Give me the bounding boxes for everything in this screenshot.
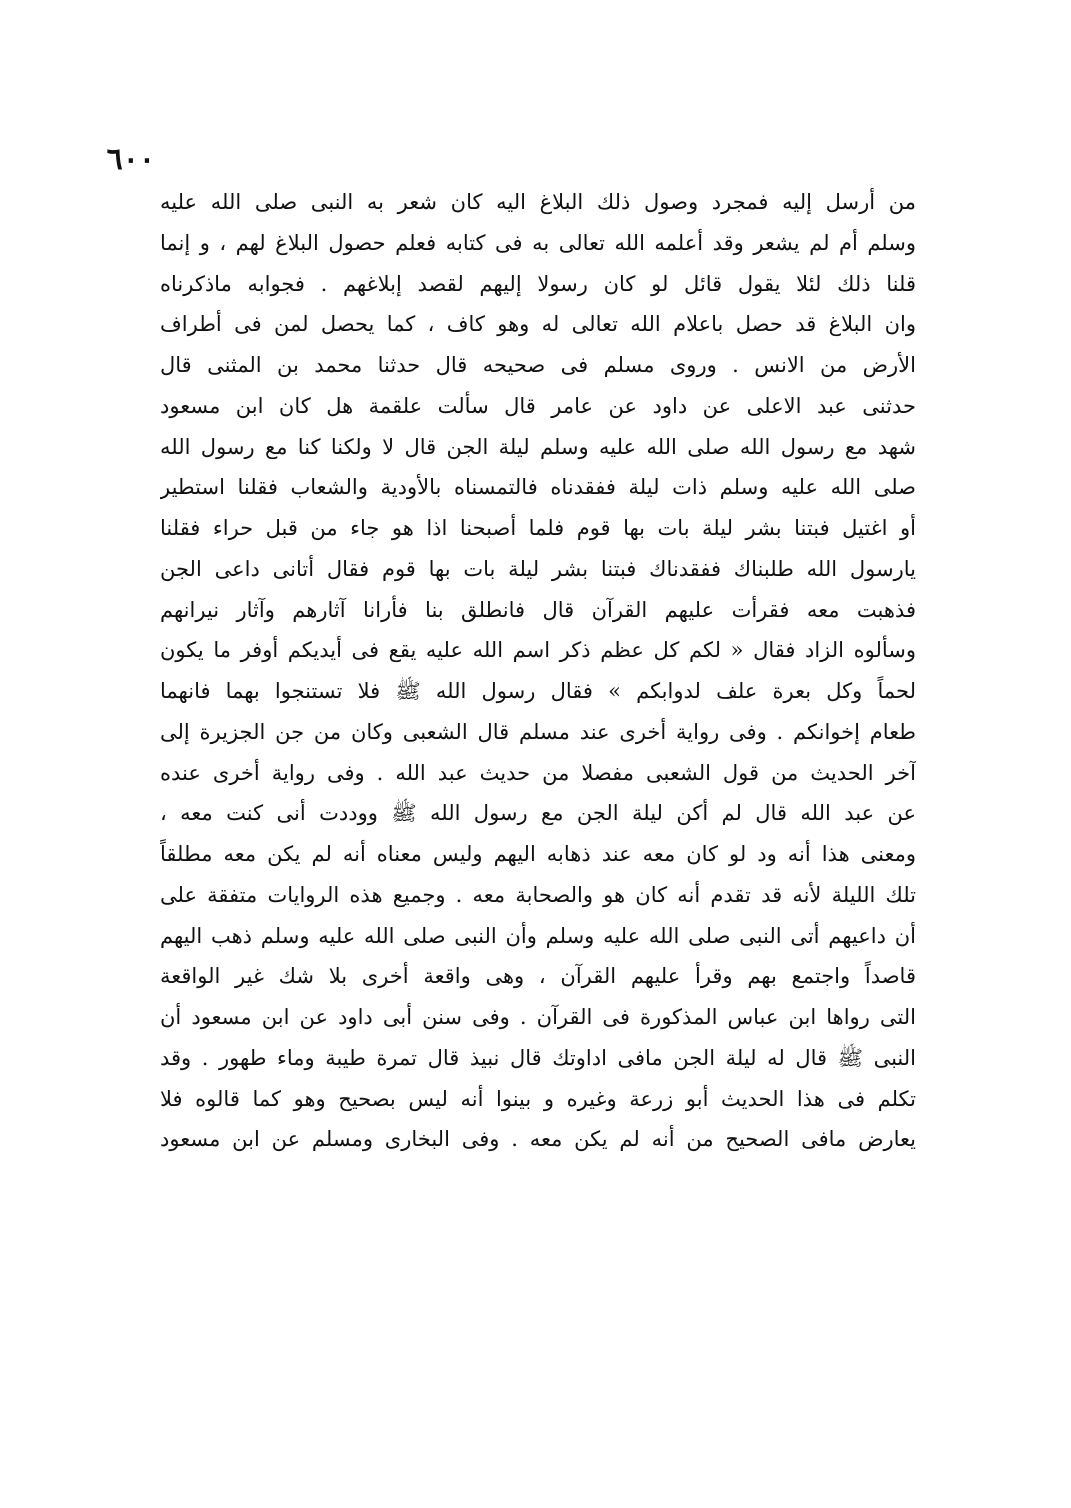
text-body — [160, 182, 916, 1160]
text-line: قاصداً واجتمع بهم وقرأ عليهم القرآن ، وهى واقعة أخرى بلا شك غير الواقعة — [160, 964, 916, 989]
text-line: وسألوه الزاد فقال « لكم كل عظم ذكر اسم الله عليه يقع فى أيديكم أوفر ما يكون — [160, 638, 916, 663]
text-line: شهد مع رسول الله صلى الله عليه وسلم ليلة الجن قال لا ولكنا كنا مع رسول الله — [160, 434, 916, 459]
text-line: يارسول الله طلبناك ففقدناك فبتنا بشر ليلة بات بها قوم فقال أتانى داعى الجن — [160, 556, 916, 581]
text-line: الأرض من الانس . وروى مسلم فى صحيحه قال حدثنا محمد بن المثنى قال — [160, 353, 916, 377]
text-line: تكلم فى هذا الحديث أبو زرعة وغيره و بينوا أنه ليس بصحيح وهو كما قالوه فلا — [160, 1086, 916, 1111]
text-line: آخر الحديث من قول الشعبى مفصلا من حديث عبد الله . وفى رواية أخرى عنده — [160, 760, 916, 785]
text-line: أو اغتيل فبتنا بشر ليلة بات بها قوم فلما أصبحنا اذا هو جاء من قبل حراء فقلنا — [160, 516, 916, 540]
text-line: وان البلاغ قد حصل باعلام الله تعالى له وهو كاف ، كما يحصل لمن فى أطراف — [160, 312, 916, 337]
text-line: وسلم أم لم يشعر وقد أعلمه الله تعالى به فى كتابه فعلم حصول البلاغ لهم ، و إنما — [160, 230, 916, 255]
text-line: التى رواها ابن عباس المذكورة فى القرآن . وفى سنن أبى داود عن ابن مسعود أن — [160, 1005, 916, 1029]
text-line: ومعنى هذا أنه ود لو كان معه عند ذهابه اليهم وليس معناه أنه لم يكن معه مطلقاً — [160, 842, 916, 866]
text-line: أن داعيهم أتى النبى صلى الله عليه وسلم وأن النبى صلى الله عليه وسلم ذهب اليهم — [160, 923, 916, 948]
text-line: حدثنى عبد الاعلى عن داود عن عامر قال سألت علقمة هل كان ابن مسعود — [160, 393, 916, 418]
text-line: تلك الليلة لأنه قد تقدم أنه كان هو والصحابة معه . وجميع هذه الروايات متفقة على — [160, 882, 916, 907]
text-line: عن عبد الله قال لم أكن ليلة الجن مع رسول الله ﷺ ووددت أنى كنت معه ، — [160, 801, 916, 826]
text-line: لحماً وكل بعرة علف لدوابكم » فقال رسول الله ﷺ فلا تستنجوا بهما فانهما — [160, 679, 916, 703]
text-line: قلنا ذلك لئلا يقول قائل لو كان رسولا إليهم لقصد إبلاغهم . فجوابه ماذكرناه — [160, 271, 916, 296]
text-line: يعارض مافى الصحيح من أنه لم يكن معه . وفى البخارى ومسلم عن ابن مسعود — [160, 1127, 916, 1152]
text-line: النبى ﷺ قال له ليلة الجن مافى اداوتك قال نبيذ قال تمرة طيبة وماء طهور . وقد — [160, 1045, 916, 1070]
text-line: طعام إخوانكم . وفى رواية أخرى عند مسلم قال الشعبى وكان من جن الجزيرة إلى — [160, 719, 916, 744]
text-line: صلى الله عليه وسلم ذات ليلة ففقدناه فالتمسناه بالأودية والشعاب فقلنا استطير — [160, 475, 916, 500]
text-line: من أرسل إليه فمجرد وصول ذلك البلاغ اليه كان شعر به النبى صلى الله عليه — [160, 190, 916, 214]
text-line: فذهبت معه فقرأت عليهم القرآن قال فانطلق بنا فأرانا آثارهم وآثار نيرانهم — [160, 597, 916, 622]
page-number: ٦٠٠ — [106, 142, 155, 177]
